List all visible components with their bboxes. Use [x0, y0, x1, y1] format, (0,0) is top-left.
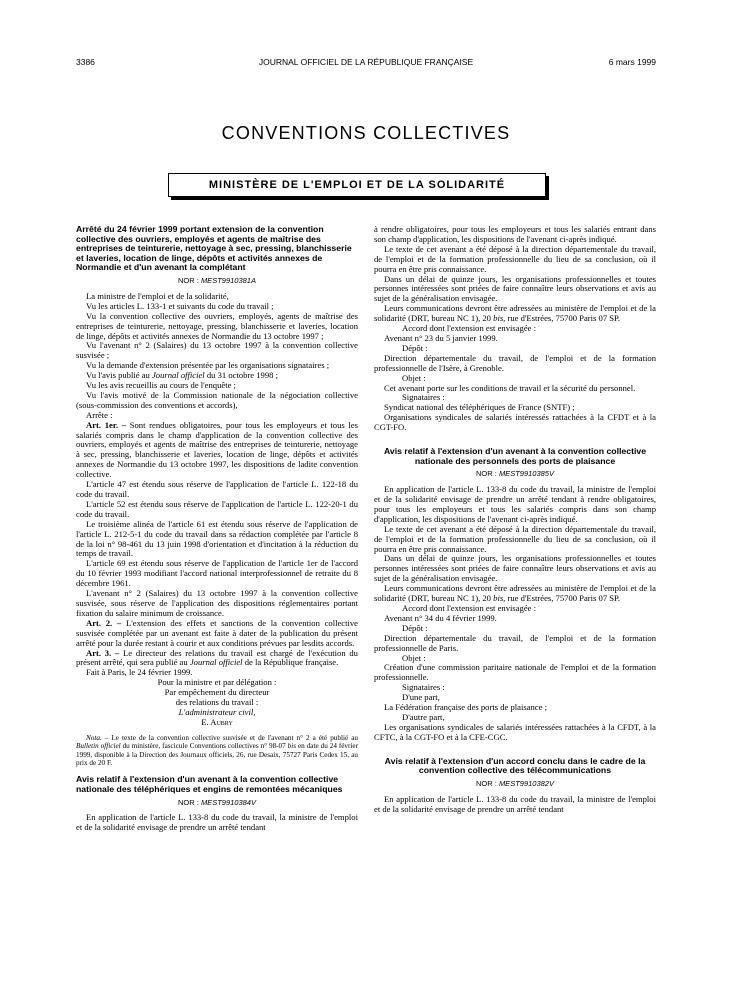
paragraph: La Fédération française des ports de plaisance ;: [384, 702, 547, 713]
paragraph: Organisations syndicales de salariés intéressés rattachées à la CFDT et à la CGT-FO.: [374, 412, 656, 433]
paragraph: Leurs communications devront être adressées au ministère de l'emploi et de la solidarité (DRT, bureau NC 1), 20 bis, rue d'Estrées, 75700 Paris 07 SP.: [374, 303, 656, 324]
paragraph: Dépôt :: [402, 622, 428, 633]
fait-a-paris: Fait à Paris, le 24 février 1999.: [86, 667, 193, 678]
paragraph: Dans un délai de quinze jours, les organisations professionnelles et toutes personnes intéressées sont priées de faire connaître leurs observations et avis au sujet de la généralisation envisagée.: [374, 273, 656, 304]
paragraph: Leurs communications devront être adressées au ministère de l'emploi et de la solidarité (DRT, bureau NC 1), 20 bis, rue d'Estrées, 75700 Paris 07 SP.: [374, 583, 656, 604]
paragraph: Objet :: [402, 372, 426, 383]
paragraph: Le troisième alinéa de l'article 61 est étendu sous réserve de l'application de l'article L. 212-5-1 du code du travail dans sa rédaction complétée par l'article 8 de la loi n° 98-461 du 13 juin 1998 d'orientation et d'incitation à la réduction du temps de travail.: [76, 518, 358, 559]
avis-ports-nor: NOR : MESТ9910385V: [476, 469, 554, 479]
paragraph: Accord dont l'extension est envisagée :: [402, 323, 536, 334]
paragraph: En application de l'article L. 133-8 du code du travail, la ministre de l'emploi et de la solidarité envisage de prendre un arrêté tendant: [374, 793, 656, 814]
avis-telepheriques-nor: NOR : MESТ9910384V: [178, 797, 256, 807]
paragraph: Signataires :: [402, 682, 445, 693]
ministry-box: [168, 173, 546, 197]
paragraph: Le texte de cet avenant a été déposé à la direction départementale du travail, de l'emploi et de la formation professionnelle du lieu de sa conclusion, où il pourra en être pris connaissance.: [374, 243, 656, 274]
article-3: Art. 3. – Le directeur des relations du travail est chargé de l'exécution du présent arrêté, qui sera publié au Journal officiel de la République française.: [76, 647, 358, 668]
paragraph: Vu les avis recueillis au cours de l'enquête ;: [86, 380, 236, 391]
paragraph: D'autre part,: [402, 711, 445, 722]
paragraph: Le texte de cet avenant a été déposé à la direction départementale du travail, de l'emploi et de la formation professionnelle du lieu de sa conclusion, où il pourra en être pris connaissance.: [374, 523, 656, 554]
paragraph: Syndicat national des téléphériques de France (SNTF) ;: [384, 402, 575, 413]
signature-name: E. Aubry: [201, 716, 233, 727]
left-column: [76, 225, 358, 833]
signature-line: Pour la ministre et par délégation :: [157, 677, 277, 688]
paragraph: Accord dont l'extension est envisagée :: [402, 603, 536, 613]
avis-telecom-nor: NOR : MESТ9910382V: [476, 778, 554, 788]
paragraph: Les organisations syndicales de salariés intéressées rattachées à la CFDT, à la CFTC, à la CGT-FO et à la CFE-CGC.: [374, 721, 656, 742]
signature-role: L'administrateur civil,: [178, 706, 256, 717]
arrete-nor: NOR : MESТ9910381A: [178, 275, 256, 285]
paragraph: Vu l'avenant n° 2 (Salaires) du 13 octobre 1997 à la convention collective susvisée ;: [76, 340, 358, 361]
paragraph: Avenant n° 34 du 4 février 1999.: [384, 612, 497, 623]
paragraph: Vu les articles L. 133-1 et suivants du code du travail ;: [86, 300, 274, 311]
avis-ports-title: Avis relatif à l'extension d'un avenant à la convention collective nationale des personnels des ports de plaisance: [383, 446, 647, 466]
paragraph: Avenant n° 23 du 5 janvier 1999.: [384, 332, 498, 343]
paragraph: L'article 47 est étendu sous réserve de l'application de l'article L. 122-18 du code du travail.: [76, 479, 358, 499]
issue-date: 6 mars 1999: [608, 57, 656, 67]
paragraph: Cet avenant porte sur les conditions de travail et la sécurité du personnel.: [384, 382, 636, 393]
paragraph: Vu la convention collective des ouvriers, employés, agents de maîtrise des entreprises de teinturerie, nettoyage, pressing, blanchisserie et laveries, location de linge, dépôts et activités annexes de Normandie du 13 octobre 1997 ;: [76, 310, 358, 341]
paragraph: à rendre obligatoires, pour tous les employeurs et tous les salariés entrant dans son champ d'application, les dispositions de l'avenant ci-après indiqué.: [374, 224, 656, 244]
paragraph: Dans un délai de quinze jours, les organisations professionnelles et toutes personnes intéressées sont priées de faire connaître leurs observations et avis au sujet de la généralisation envisagée.: [374, 553, 656, 584]
paragraph: L'avenant n° 2 (Salaires) du 13 octobre 1997 à la convention collective susvisée, sous réserve de l'application des dispositions réglementaires portant fixation du salaire minimum de croissance.: [76, 588, 358, 618]
nota: Nota. – Le texte de la convention collective susvisée et de l'avenant n° 2 a été publié au Bulletin officiel du ministère, fascicule Conventions collectives n° 98-07 bis en date du 24 février 1999, disponible à la Direction des Journaux officiels, 26, rue Desaix, 75727 Paris Cedex 15, au prix de 20 F.: [76, 733, 358, 767]
paragraph: Vu l'avis publié au Journal officiel du 31 octobre 1998 ;: [86, 370, 278, 381]
avis-telepheriques-title: Avis relatif à l'extension d'un avenant à la convention collective nationale des téléphériques et engins de remontées mécaniques: [76, 774, 343, 794]
paragraph: Vu l'avis motivé de la Commission nationale de la négociation collective (sous-commission des conventions et accords),: [76, 389, 358, 410]
article-2: Art. 2. – L'extension des effets et sanctions de la convention collective susvisée complétée par un avenant est faite à dater de la publication du présent arrêté pour la durée restant à courir et aux conditions prévues par lesdits accords.: [76, 617, 358, 648]
article-1: Art. 1er. – Sont rendues obligatoires, pour tous les employeurs et tous les salariés compris dans le champ d'application de la convention collective des ouvriers, employés et agents de maîtrise des entreprises de teinturerie, nettoyage à sec, pressing, blanchisserie et laveries, location de linge, dépôts et activités annexes de Normandie du 13 octobre 1997, les dispositions de ladite convention collective.: [76, 419, 358, 480]
paragraph: D'une part,: [402, 692, 440, 703]
paragraph: Objet :: [402, 652, 426, 663]
paragraph: Création d'une commission paritaire nationale de l'emploi et de la formation professionnelle.: [374, 662, 656, 683]
paragraph: Signataires :: [402, 392, 445, 403]
signature-line: des relations du travail :: [175, 697, 259, 708]
paragraph: Vu la demande d'extension présentée par les organisations signataires ;: [86, 360, 330, 371]
paragraph: L'article 52 est étendu sous réserve de l'application de l'article L. 122-20-1 du code du travail.: [76, 498, 358, 519]
paragraph: L'article 69 est étendu sous réserve de l'application de l'article 1er de l'accord du 10 février 1993 modifiant l'accord national interprofessionnel de retraite du 8 décembre 1961.: [76, 558, 358, 589]
avis-telecom-title: Avis relatif à l'extension d'un accord conclu dans le cadre de la convention collective des télécommunications: [384, 755, 646, 776]
section-title: CONVENTIONS COLLECTIVES: [221, 123, 511, 143]
paragraph: Direction départementale du travail, de l'emploi et de la formation professionnelle de l'Isère, à Grenoble.: [374, 352, 656, 373]
ministry-title: MINISTÈRE DE L'EMPLOI ET DE LA SOLIDARITÉ: [208, 179, 506, 191]
paragraph: En application de l'article L. 133-8 du code du travail, la ministre de l'emploi et de la solidarité envisage de prendre un arrêté tendant: [76, 812, 358, 833]
paragraph: Direction départementale du travail, de l'emploi et de la formation professionnelle de Paris.: [374, 632, 656, 653]
signature-line: Par empêchement du directeur: [164, 687, 270, 698]
paragraph: La ministre de l'emploi et de la solidarité,: [86, 290, 229, 301]
paragraph: En application de l'article L. 133-8 du code du travail, la ministre de l'emploi et de la solidarité envisage de prendre un arrêté tendant à rendre obligatoires, pour tous les employeurs et tous les salariés compris dans son champ d'application, les dispositions de l'avenant ci-après indiqué.: [374, 484, 656, 524]
arrete-title: Arrêté du 24 février 1999 portant extension de la convention collective des ouvriers, employés et agents de maîtrise des entreprises de teinturerie, nettoyage à sec, pressing, blanchisserie et laveries, location de linge, dépôts et activités annexes de Normandie et d'un avenant la complétant: [76, 224, 352, 273]
journal-title: JOURNAL OFFICIEL DE LA RÉPUBLIQUE FRANÇAISE: [258, 57, 474, 67]
paragraph: Dépôt :: [402, 342, 428, 353]
right-column: [374, 225, 656, 815]
page-number: 3386: [76, 57, 95, 67]
arrete-label: Arrête :: [86, 409, 113, 420]
